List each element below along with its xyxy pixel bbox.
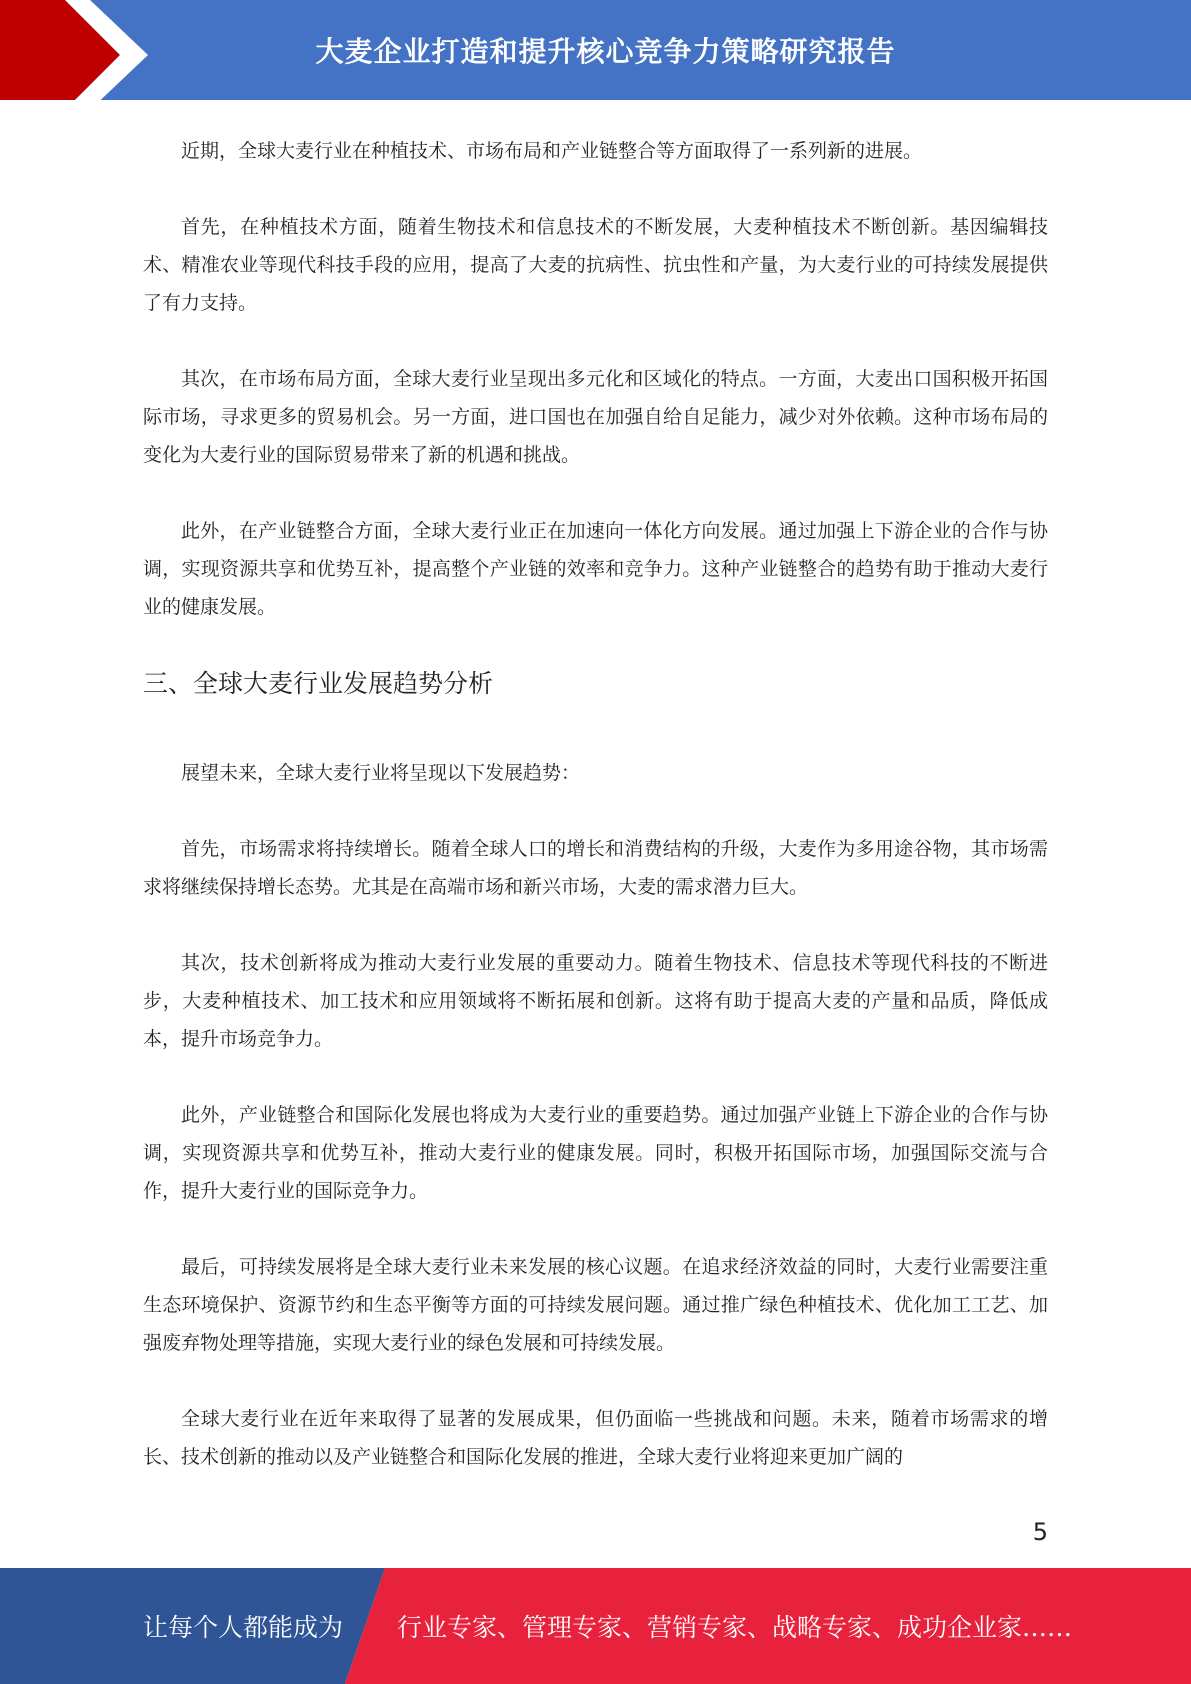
paragraph: 首先，在种植技术方面，随着生物技术和信息技术的不断发展，大麦种植技术不断创新。基因编辑技术、精准农业等现代科技手段的应用，提高了大麦的抗病性、抗虫性和产量，为大麦行业的可持续发展提供了有力支持。	[143, 216, 1048, 314]
paragraph: 其次，在市场布局方面，全球大麦行业呈现出多元化和区域化的特点。一方面，大麦出口国积极开拓国际市场，寻求更多的贸易机会。另一方面，进口国也在加强自给自足能力，减少对外依赖。这种市场布局的变化为大麦行业的国际贸易带来了新的机遇和挑战。	[143, 368, 1048, 466]
paragraph: 其次，技术创新将成为推动大麦行业发展的重要动力。随着生物技术、信息技术等现代科技的不断进步，大麦种植技术、加工技术和应用领域将不断拓展和创新。这将有助于提高大麦的产量和品质，降低成本，提升市场竞争力。	[143, 952, 1048, 1050]
document-title: 大麦企业打造和提升核心竞争力策略研究报告	[315, 35, 896, 68]
footer-slogan-left: 让每个人都能成为	[143, 1613, 344, 1642]
paragraph: 近期，全球大麦行业在种植技术、市场布局和产业链整合等方面取得了一系列新的进展。	[181, 140, 923, 162]
footer-slogan-right: 行业专家、管理专家、营销专家、战略专家、成功企业家……	[397, 1613, 1073, 1642]
paragraph: 首先，市场需求将持续增长。随着全球人口的增长和消费结构的升级，大麦作为多用途谷物，其市场需求将继续保持增长态势。尤其是在高端市场和新兴市场，大麦的需求潜力巨大。	[143, 838, 1048, 898]
paragraph: 展望未来，全球大麦行业将呈现以下发展趋势：	[181, 762, 581, 784]
paragraph: 此外，在产业链整合方面，全球大麦行业正在加速向一体化方向发展。通过加强上下游企业的合作与协调，实现资源共享和优势互补，提高整个产业链的效率和竞争力。这种产业链整合的趋势有助于推动大麦行业的健康发展。	[143, 520, 1048, 618]
page-footer	[0, 1568, 1191, 1684]
paragraph: 此外，产业链整合和国际化发展也将成为大麦行业的重要趋势。通过加强产业链上下游企业的合作与协调，实现资源共享和优势互补，推动大麦行业的健康发展。同时，积极开拓国际市场，加强国际交流与合作，提升大麦行业的国际竞争力。	[143, 1104, 1048, 1202]
page-content	[143, 132, 1048, 1476]
section-heading: 三、全球大麦行业发展趋势分析	[143, 669, 494, 698]
page-number: 5	[1032, 1518, 1048, 1546]
page-header	[0, 0, 1191, 110]
paragraph: 最后，可持续发展将是全球大麦行业未来发展的核心议题。在追求经济效益的同时，大麦行业需要注重生态环境保护、资源节约和生态平衡等方面的可持续发展问题。通过推广绿色种植技术、优化加工工艺、加强废弃物处理等措施，实现大麦行业的绿色发展和可持续发展。	[143, 1256, 1048, 1354]
header-bottom-gap	[0, 100, 1191, 110]
paragraph: 全球大麦行业在近年来取得了显著的发展成果，但仍面临一些挑战和问题。未来，随着市场需求的增长、技术创新的推动以及产业链整合和国际化发展的推进，全球大麦行业将迎来更加广阔的	[143, 1408, 1048, 1468]
